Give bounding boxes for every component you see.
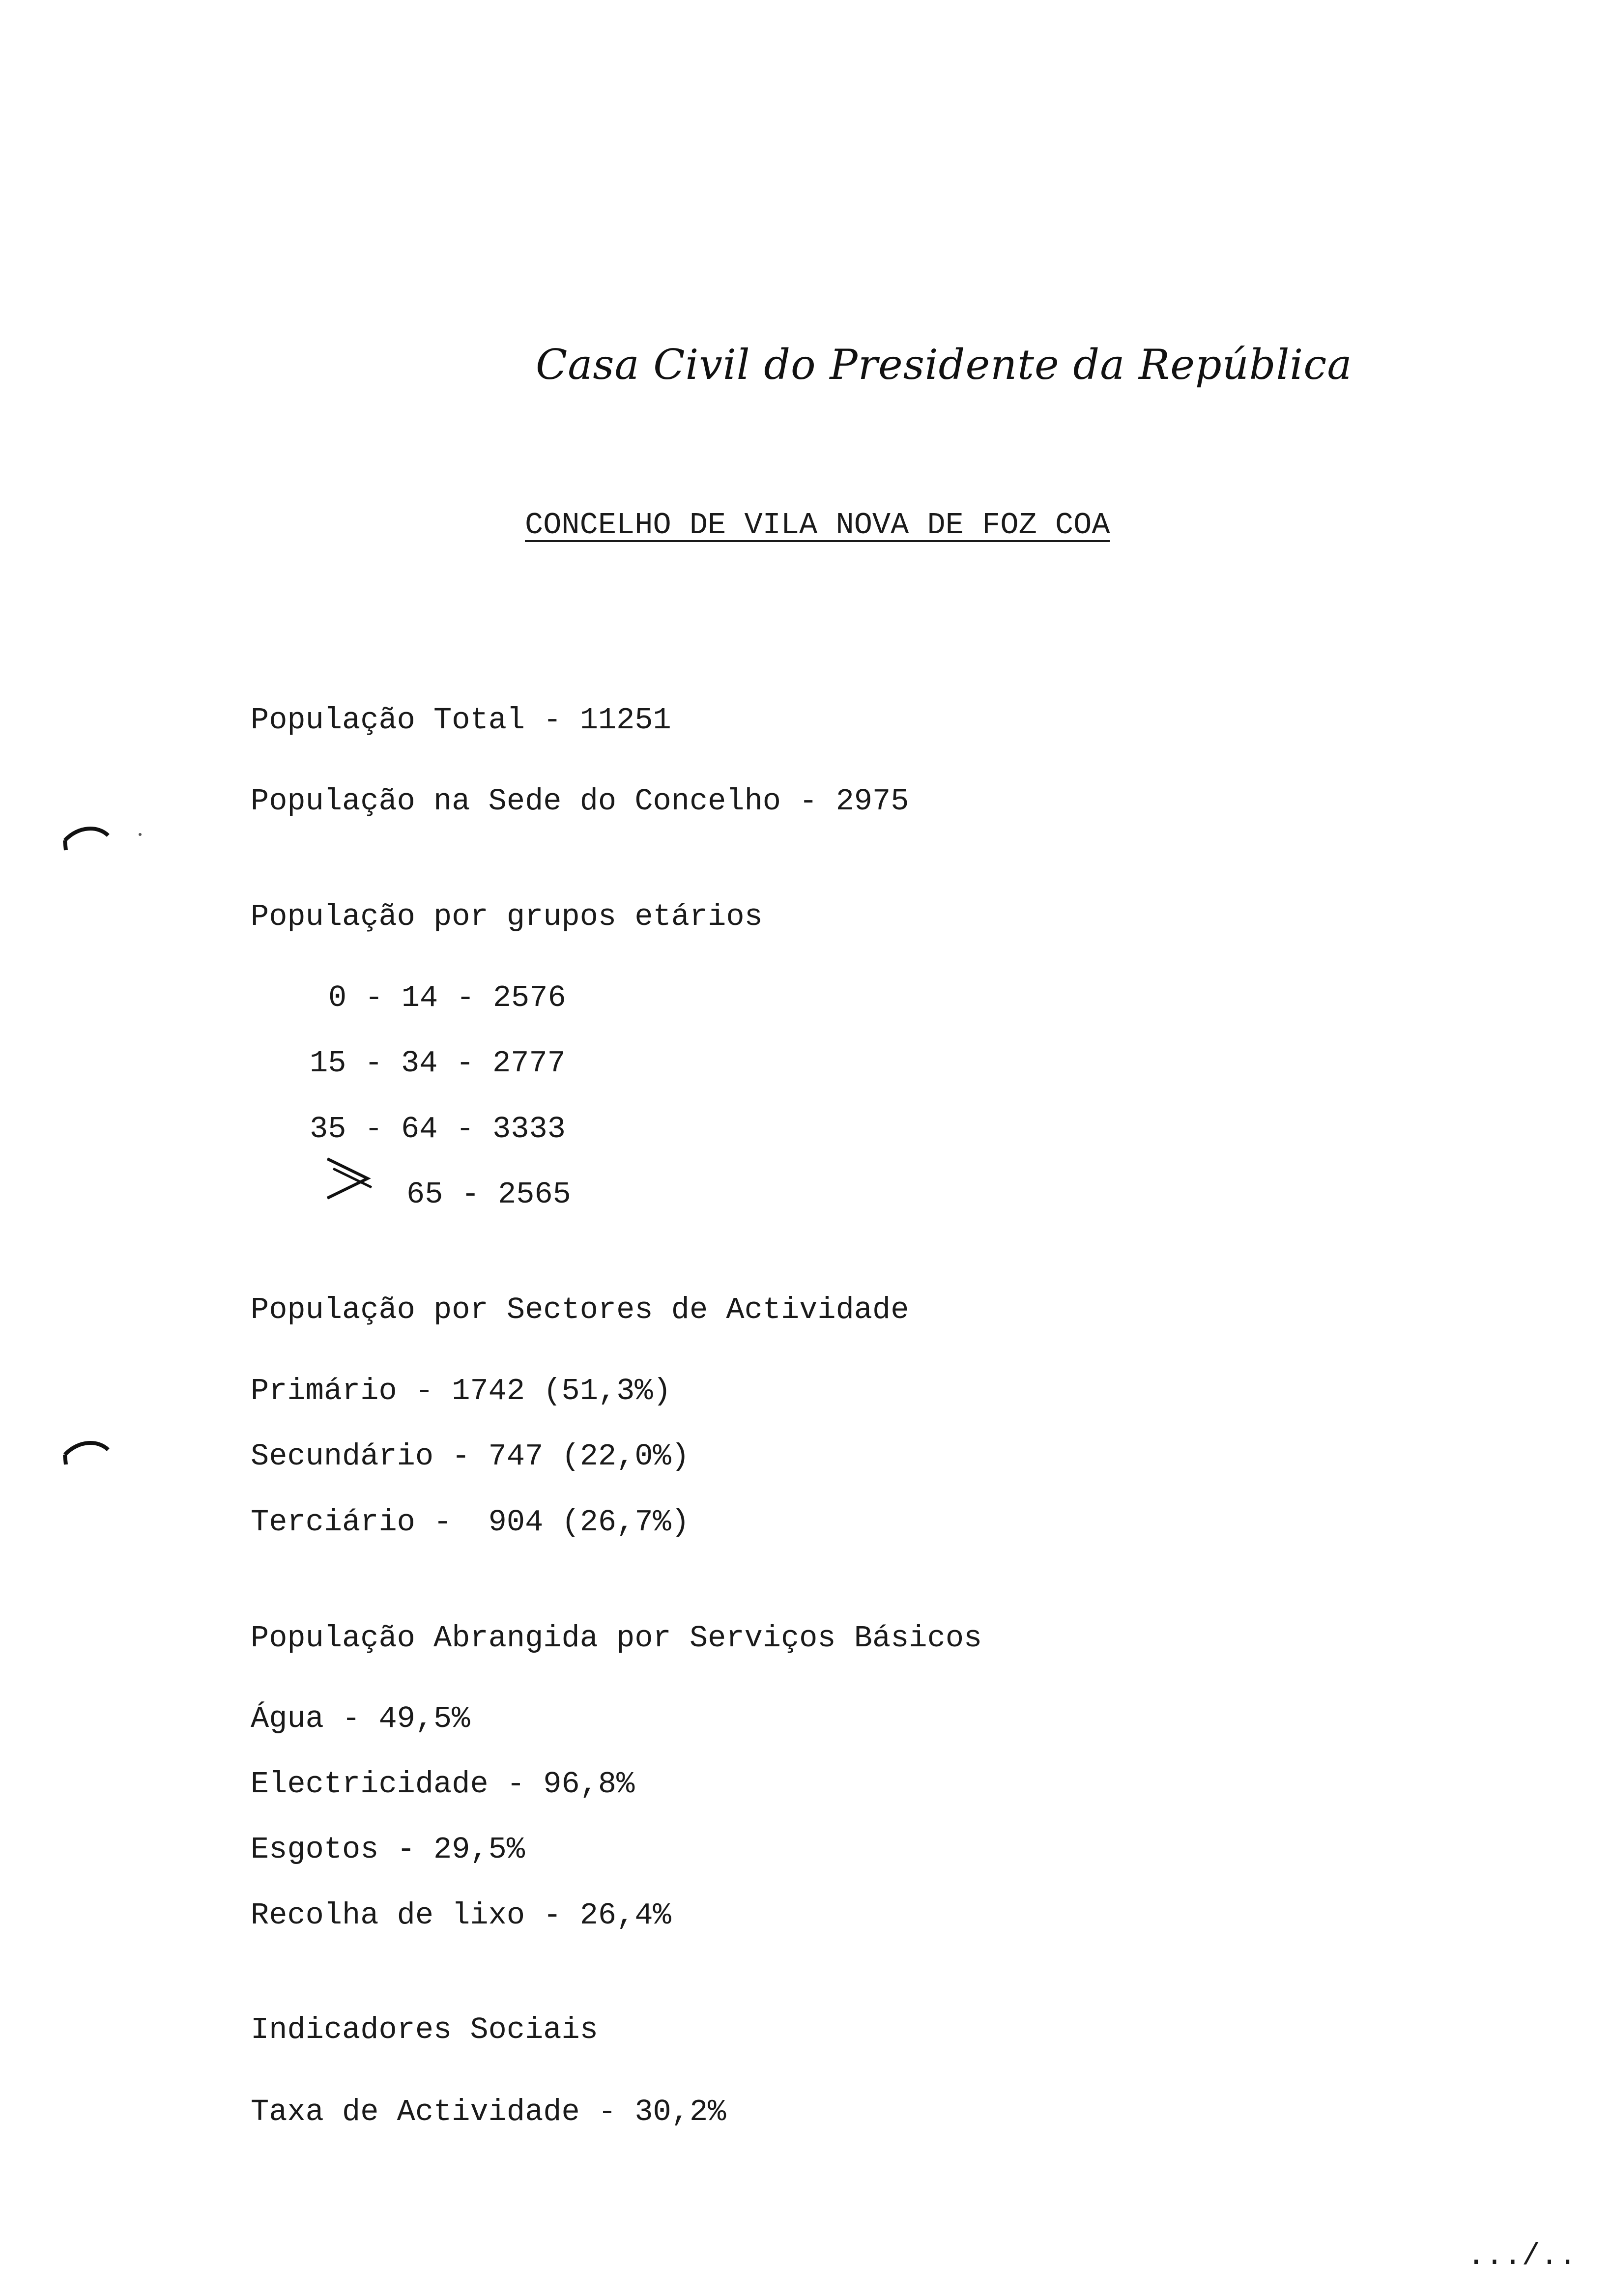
service-row: Recolha de lixo - 26,4% [251, 1898, 671, 1933]
social-heading: Indicadores Sociais [251, 2012, 598, 2047]
service-row: Esgotos - 29,5% [251, 1832, 525, 1867]
letterhead: Casa Civil do Presidente da República [536, 341, 1353, 389]
sector-row: Secundário - 747 (22,0%) [251, 1439, 690, 1474]
age-group-row: 15 - 34 - 2777 [310, 1046, 566, 1081]
sector-row: Terciário - 904 (26,7%) [251, 1505, 690, 1540]
services-heading: População Abrangida por Serviços Básicos [251, 1621, 982, 1656]
sector-row: Primário - 1742 (51,3%) [251, 1374, 671, 1408]
service-row: Água - 49,5% [251, 1701, 470, 1736]
sectors-heading: População por Sectores de Actividade [251, 1292, 909, 1327]
age-group-row: 35 - 64 - 3333 [310, 1112, 566, 1147]
punch-mark-bottom [59, 1420, 157, 1479]
greater-equal-sign-icon [324, 1155, 374, 1209]
population-seat: População na Sede do Concelho - 2975 [251, 784, 909, 819]
service-row: Electricidade - 96,8% [251, 1767, 635, 1802]
social-row: Taxa de Actividade - 30,2% [251, 2095, 726, 2129]
page-title: CONCELHO DE VILA NOVA DE FOZ COA [525, 508, 1110, 543]
age-groups-heading: População por grupos etários [251, 899, 763, 934]
age-group-row: 0 - 14 - 2576 [328, 980, 566, 1015]
punch-mark-top [59, 806, 157, 865]
age-group-row: 65 - 2565 [406, 1177, 571, 1212]
continuation-marker: .../.. [1467, 2239, 1577, 2273]
population-total: População Total - 11251 [251, 703, 671, 738]
